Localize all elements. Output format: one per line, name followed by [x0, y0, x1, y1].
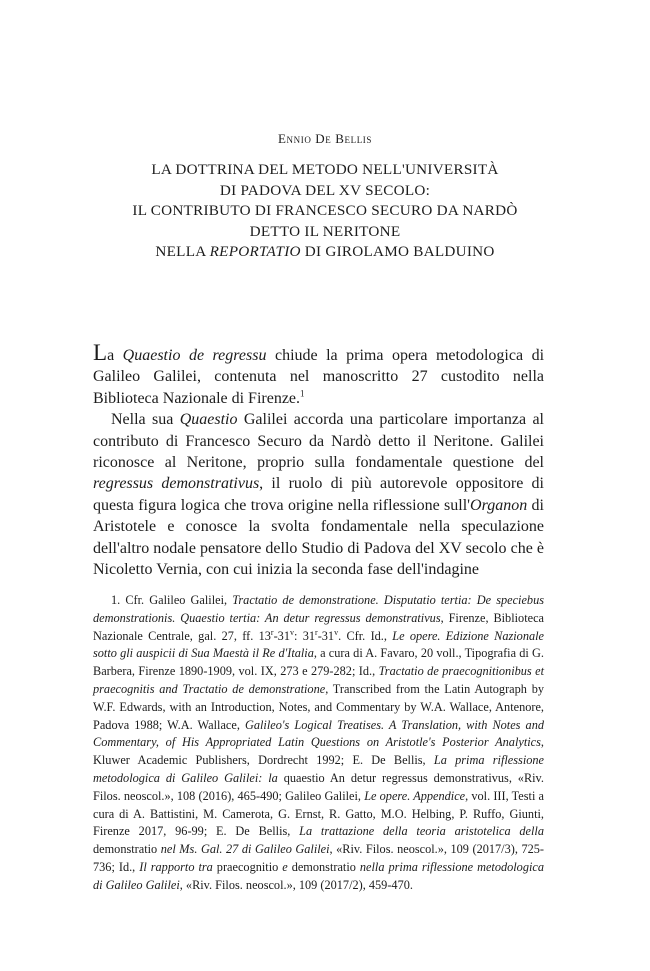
italic-text: Quaestio — [179, 411, 238, 429]
paragraph — [93, 409, 544, 580]
fn-text: , Kluwer Academic Publishers, Dordrecht 1992; E. De Bellis, — [93, 735, 544, 768]
footnote-number: 1. — [111, 593, 126, 607]
text-span: Galilei accorda una particolare importanza al contributo di Francesco Securo da Nardò detto il Neritone. Galilei riconosce al Neritone, proprio sulla fondamentale questione del — [93, 411, 544, 472]
footnote — [93, 592, 544, 895]
fn-text: . Cfr. Id., — [338, 628, 393, 643]
body-text — [93, 341, 544, 580]
title-line: LA DOTTRINA DEL METODO NELL'UNIVERSITÀ — [151, 161, 499, 178]
fn-text: -31 — [273, 628, 290, 643]
fn-sup: v — [334, 627, 339, 637]
author-name: Ennio De Bellis — [278, 131, 372, 146]
fn-sup: r — [315, 627, 318, 637]
title-line-last — [0, 242, 650, 263]
text-span: , il ruolo di più autorevole oppositore di questa figura logica che trova origine nella riflessione sull' — [93, 475, 544, 514]
fn-italic: nella prima riflessione metodologica di Galileo Galilei — [93, 859, 545, 892]
title-text: NELLA — [155, 243, 210, 261]
fn-sup: r — [270, 627, 274, 637]
fn-italic: Il rapporto tra — [139, 859, 213, 874]
fn-text: quaestio An detur regressus demonstrativus, «Riv. Filos. neoscol.», 108 (2016), 465-490; Galileo Galilei, — [93, 770, 544, 803]
fn-italic: La prima riflessione metodologica di Galileo Galilei: la — [93, 753, 544, 785]
fn-text: : 31 — [293, 628, 316, 643]
footnote-reference[interactable]: 1 — [300, 388, 305, 399]
fn-italic: e — [282, 859, 288, 874]
title-line: DI PADOVA DEL XV SECOLO: — [219, 181, 431, 199]
text-span: a — [107, 347, 123, 364]
paragraph — [93, 341, 544, 409]
fn-text: , a cura di A. Favaro, 20 voll., Tipografia di G. Barbera, Firenze 1890-1909, vol. IX, 273 e 279-282; Id., — [93, 646, 544, 679]
text-span: di Aristotele e conosce la svolta fondamentale nella speculazione dell'altro nodale pensatore dello Studio di Padova del XV secolo che è Nicoletto Vernia, con cui inizia la seconda fase dell'indagine — [93, 496, 545, 579]
fn-sup: v — [289, 627, 294, 637]
fn-text: praecognitio — [212, 859, 283, 874]
fn-text: , Transcribed from the Latin Autograph by W.F. Edwards, with an Introduction, Notes, and Commentary by W.A. Wallace, Antenore, Padova 1988; W.A. Wallace, — [93, 681, 544, 732]
article-title — [0, 160, 650, 263]
fn-italic: Galileo's Logical Treatises. A Translation, with Notes and Commentary, of His Appropriated Latin Questions on Aristotle's Posterior Analytics — [93, 717, 544, 750]
italic-text: regressus demonstrativus — [93, 475, 260, 493]
fn-italic: Tractatio de praecognitionibus et praecognitis and Tractatio de demonstratione — [93, 664, 545, 696]
drop-cap: L — [93, 340, 108, 365]
title-line: IL CONTRIBUTO DI FRANCESCO SECURO DA NARDÒ — [132, 202, 518, 220]
italic-text: Organon — [470, 496, 528, 514]
fn-text: , Firenze, Biblioteca Nazionale Centrale, gal. 27, ff. 13 — [93, 610, 544, 643]
fn-text: , «Riv. Filos. neoscol.», 109 (2017/2), 459-470. — [179, 877, 413, 892]
fn-text: demonstratio — [287, 859, 360, 874]
fn-italic: Le opere. Edizione Nazionale sotto gli auspicii di Sua Maestà il Re d'Italia — [93, 628, 544, 661]
fn-italic: Tractatio de demonstratione. Disputatio tertia: De speciebus demonstrationis. Quaestio tertia: An detur regressus demonstrativus — [93, 593, 545, 625]
fn-italic: La trattazione della teoria aristotelica della — [299, 824, 544, 839]
text-span: Nella sua — [111, 411, 180, 429]
title-line: DETTO IL NERITONE — [249, 222, 401, 240]
fn-text: , vol. III, Testi a cura di A. Battistini, M. Camerota, G. Ernst, R. Gatto, M.O. Helbing, P. Ruffo, Giunti, Firenze 2017, 96-99; E. De Bellis, — [93, 788, 544, 839]
fn-text: Cfr. Galileo Galilei, — [125, 593, 233, 607]
italic-text: Quaestio de regressu — [122, 347, 267, 364]
fn-text: demonstratio — [93, 842, 161, 857]
fn-text: -31 — [317, 628, 335, 643]
text-span: chiude la prima opera metodologica di Galileo Galilei, contenuta nel manoscritto 27 custodito nella Biblioteca Nazionale di Firenze. — [93, 347, 545, 407]
title-italic-text: REPORTATIO — [209, 243, 301, 261]
fn-italic: nel Ms. Gal. 27 di Galileo Galilei — [160, 842, 330, 857]
title-text: DI GIROLAMO BALDUINO — [300, 243, 495, 261]
fn-italic: Le opere. Appendice — [364, 788, 466, 803]
fn-text: , «Riv. Filos. neoscol.», 109 (2017/3), 725-736; Id., — [93, 842, 544, 874]
